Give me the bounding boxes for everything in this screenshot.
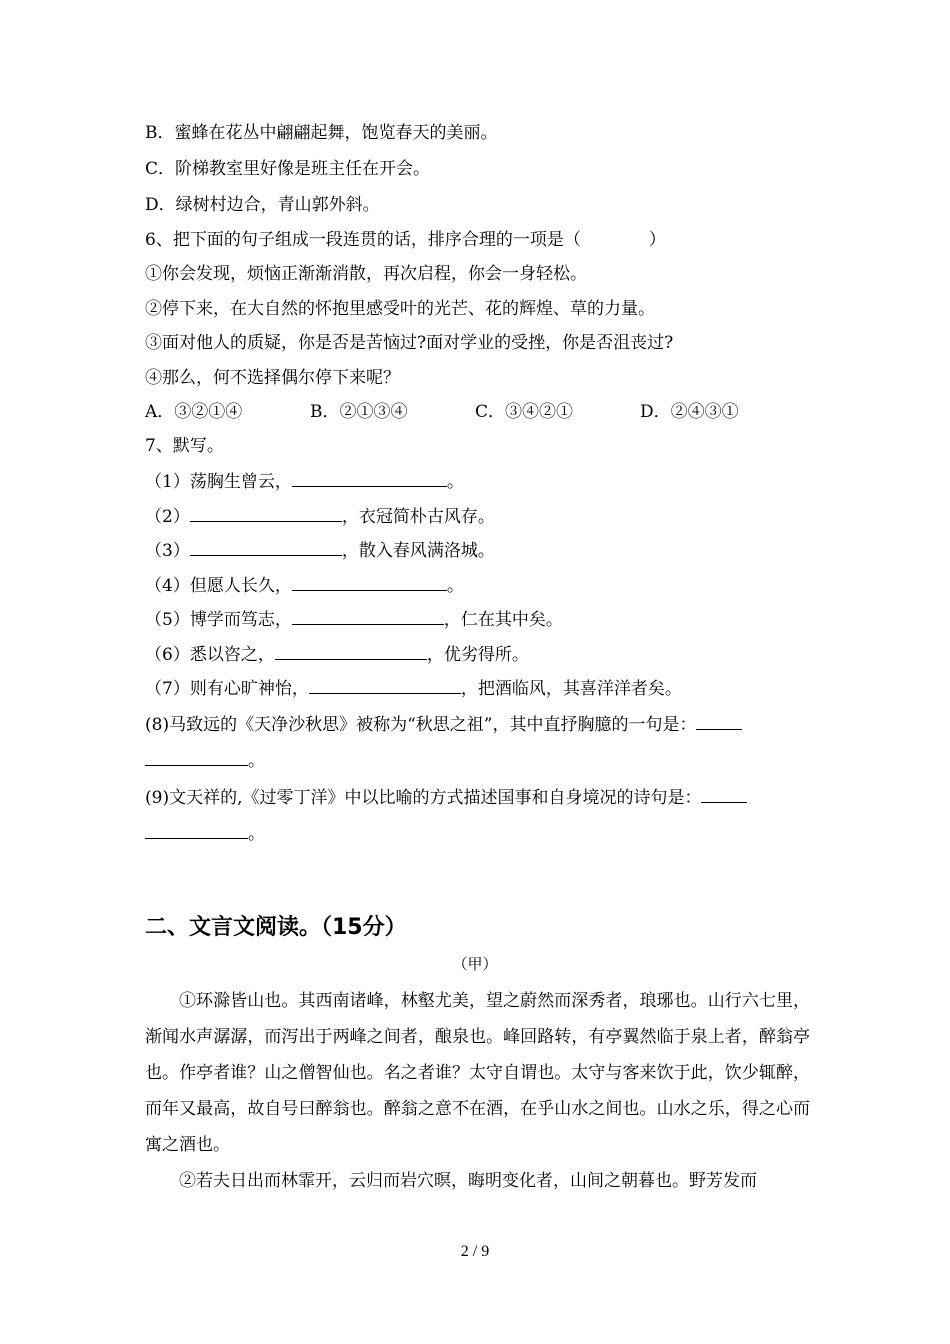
answer-blank[interactable] — [696, 713, 742, 730]
q6-options — [145, 401, 739, 423]
q6-option-a: A．③②①④ — [145, 402, 243, 422]
answer-blank[interactable] — [275, 643, 427, 660]
section-title: 二、文言文阅读。（15分） — [145, 915, 407, 940]
q6-sentence-1: ①你会发现，烦恼正渐渐消散，再次启程，你会一身轻松。 — [145, 264, 587, 284]
answer-blank[interactable] — [292, 470, 447, 487]
q7-stem: 7、默写。 — [145, 436, 224, 456]
answer-blank[interactable] — [292, 574, 447, 591]
q6-option-d: D．②④③① — [640, 402, 739, 422]
q7-item-9-cont: 。 — [145, 822, 265, 845]
q7-item-6: （6）悉以咨之， ，优劣得所。 — [145, 645, 529, 665]
q7-item-2: （2） ，衣冠简朴古风存。 — [145, 507, 495, 527]
answer-blank[interactable] — [309, 677, 461, 694]
q7-item-3: （3） ，散入春风满洛城。 — [145, 541, 495, 561]
q7-item-7: （7）则有心旷神怡， ，把酒临风，其喜洋洋者矣。 — [145, 679, 682, 699]
q6-sentence-2: ②停下来，在大自然的怀抱里感受叶的光芒、花的辉煌、草的力量。 — [145, 299, 655, 319]
q7-item-9: (9)文天祥的,《过零丁洋》中以比喻的方式描述国事和自身境况的诗句是： — [145, 786, 747, 809]
answer-blank[interactable] — [145, 822, 248, 839]
q6-sentence-3: ③面对他人的质疑，你是否是苦恼过?面对学业的受挫，你是否沮丧过? — [145, 333, 674, 353]
passage-paragraph-1: ①环滁皆山也。其西南诸峰，林壑尤美，望之蔚然而深秀者，琅琊也。山行六七里，渐闻水声潺潺，而泻出于两峰之间者，酿泉也。峰回路转，有亭翼然临于泉上者，醉翁亭也。作亭者谁？山之僧智仙也。名之者谁？太守自谓也。太守与客来饮于此，饮少辄醉，而年又最高，故自号曰醉翁也。醉翁之意不在酒，在乎山水之间也。山水之乐，得之心而寓之酒也。 — [145, 991, 810, 1155]
answer-blank[interactable] — [701, 786, 747, 803]
q5-option-d: D．绿树村边合，青山郭外斜。 — [145, 195, 380, 215]
answer-blank[interactable] — [292, 608, 444, 625]
q7-item-8-cont: 。 — [145, 749, 265, 772]
q6-stem: 6、把下面的句子组成一段连贯的话，排序合理的一项是（ ） — [145, 230, 666, 250]
page-number: 2 / 9 — [460, 1243, 490, 1260]
answer-blank[interactable] — [190, 505, 342, 522]
q5-option-b: B．蜜蜂在花丛中翩翩起舞，饱览春天的美丽。 — [145, 123, 498, 143]
q7-item-4: （4）但愿人长久， 。 — [145, 576, 464, 596]
passage-label: （甲） — [452, 955, 498, 973]
q7-item-1: （1）荡胸生曾云， 。 — [145, 472, 464, 492]
answer-blank[interactable] — [190, 539, 342, 556]
q6-option-c: C．③④②① — [475, 402, 574, 422]
q7-item-8: (8)马致远的《天净沙秋思》被称为“秋思之祖”，其中直抒胸臆的一句是： — [145, 713, 742, 736]
q6-sentence-4: ④那么，何不选择偶尔停下来呢？ — [145, 368, 400, 388]
passage-paragraph-2: ②若夫日出而林霏开，云归而岩穴暝，晦明变化者，山间之朝暮也。野芳发而 — [179, 1171, 757, 1191]
q6-option-b: B．②①③④ — [310, 402, 408, 422]
q7-item-5: （5）博学而笃志， ，仁在其中矣。 — [145, 610, 563, 630]
answer-blank[interactable] — [145, 749, 248, 766]
q5-option-c: C．阶梯教室里好像是班主任在开会。 — [145, 159, 431, 179]
